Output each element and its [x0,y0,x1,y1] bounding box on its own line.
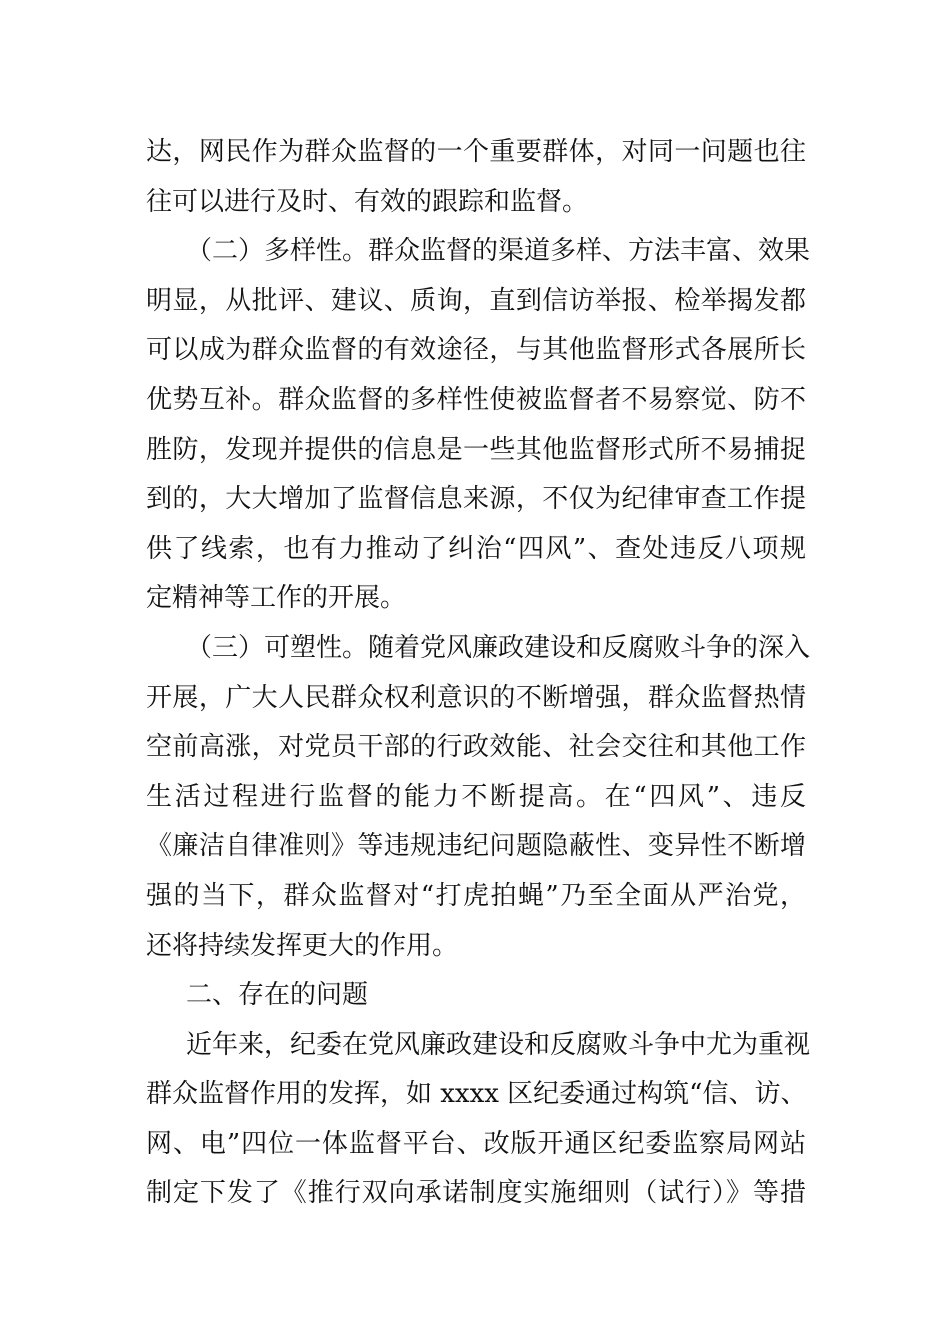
text-line: 可以成为群众监督的有效途径，与其他监督形式各展所长 [146,335,806,366]
text-line: 强的当下，群众监督对“打虎拍蝇”乃至全面从严治党， [146,880,806,911]
text-line: 胜防，发现并提供的信息是一些其他监督形式所不易捕捉 [146,434,806,465]
body-text [146,128,811,1219]
text-line: 网、电”四位一体监督平台、改版开通区纪委监察局网站 [146,1128,806,1159]
text-line: 还将持续发挥更大的作用。 [146,930,459,961]
text-line: 明显，从批评、建议、质询，直到信访举报、检举揭发都 [146,285,806,316]
text-line: 制定下发了《推行双向承诺制度实施细则（试行）》等措 [146,1178,806,1209]
section-heading-line: （三）可塑性。随着党风廉政建设和反腐败斗争的深入 [186,632,811,663]
text-line: 定精神等工作的开展。 [146,583,407,614]
section-heading-line: （二）多样性。群众监督的渠道多样、方法丰富、效果 [186,236,811,267]
text-line: 供了线索，也有力推动了纠治“四风”、查处违反八项规 [146,533,806,564]
text-line: 生活过程进行监督的能力不断提高。在“四风”、违反 [146,781,806,812]
text-line: 群众监督作用的发挥，如 xxxx 区纪委通过构筑“信、访、 [146,1079,807,1110]
text-line: 优势互补。群众监督的多样性使被监督者不易察觉、防不 [146,384,806,415]
text-line: 近年来，纪委在党风廉政建设和反腐败斗争中尤为重视 [186,1029,811,1060]
chapter-heading: 二、存在的问题 [186,980,369,1011]
text-line: 开展，广大人民群众权利意识的不断增强，群众监督热情 [146,682,806,713]
text-line: 《廉洁自律准则》等违规违纪问题隐蔽性、变异性不断增 [146,831,806,862]
text-line: 达，网民作为群众监督的一个重要群体，对同一问题也往 [146,137,806,167]
text-line: 到的，大大增加了监督信息来源，不仅为纪律审查工作提 [146,484,806,515]
text-line: 空前高涨，对党员干部的行政效能、社会交往和其他工作 [146,732,806,763]
text-line: 往可以进行及时、有效的跟踪和监督。 [146,186,589,217]
